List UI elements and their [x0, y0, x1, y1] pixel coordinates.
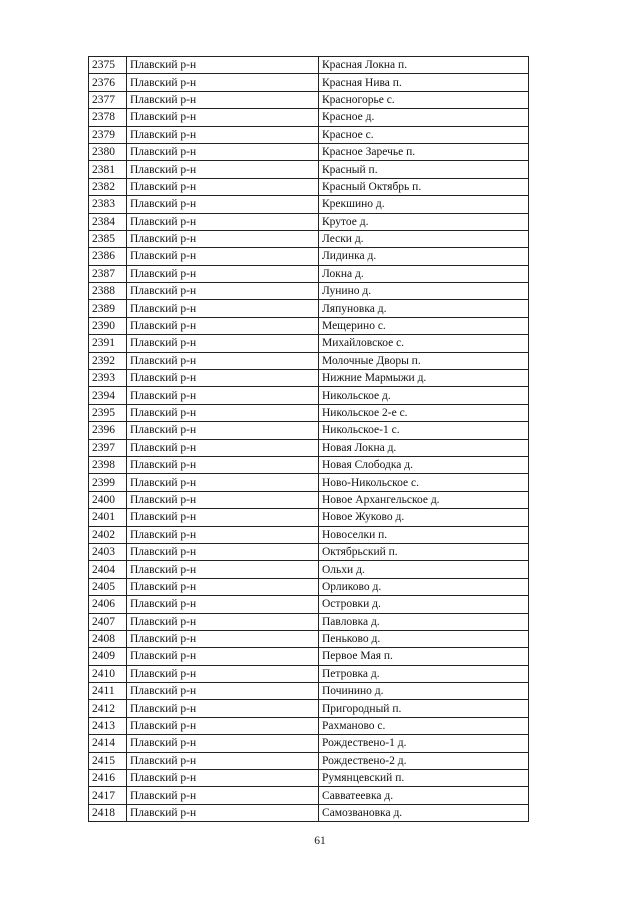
row-number-cell: 2380 [89, 143, 127, 160]
settlement-cell: Красное Заречье п. [319, 143, 529, 160]
row-number-cell: 2375 [89, 57, 127, 74]
district-cell: Плавский р-н [127, 509, 319, 526]
row-number-cell: 2396 [89, 422, 127, 439]
row-number-cell: 2384 [89, 213, 127, 230]
district-cell: Плавский р-н [127, 161, 319, 178]
table-row [89, 300, 529, 317]
row-number-cell: 2405 [89, 578, 127, 595]
settlement-cell: Первое Мая п. [319, 648, 529, 665]
district-cell: Плавский р-н [127, 317, 319, 334]
settlement-cell: Крекшино д. [319, 196, 529, 213]
row-number-cell: 2398 [89, 456, 127, 473]
settlement-cell: Мещерино с. [319, 317, 529, 334]
settlement-cell: Островки д. [319, 596, 529, 613]
row-number-cell: 2376 [89, 74, 127, 91]
settlement-cell: Павловка д. [319, 613, 529, 630]
row-number-cell: 2412 [89, 700, 127, 717]
row-number-cell: 2388 [89, 283, 127, 300]
table-row [89, 630, 529, 647]
page-number: 61 [314, 835, 326, 847]
settlement-cell: Рахманово с. [319, 717, 529, 734]
settlement-cell: Лунино д. [319, 283, 529, 300]
row-number-cell: 2416 [89, 770, 127, 787]
row-number-cell: 2394 [89, 387, 127, 404]
district-cell: Плавский р-н [127, 439, 319, 456]
row-number-cell: 2379 [89, 126, 127, 143]
district-cell: Плавский р-н [127, 787, 319, 804]
settlements-table [88, 56, 529, 822]
district-cell: Плавский р-н [127, 283, 319, 300]
table-row [89, 335, 529, 352]
district-cell: Плавский р-н [127, 422, 319, 439]
district-cell: Плавский р-н [127, 335, 319, 352]
district-cell: Плавский р-н [127, 526, 319, 543]
table-row [89, 561, 529, 578]
district-cell: Плавский р-н [127, 109, 319, 126]
settlement-cell: Красное с. [319, 126, 529, 143]
settlement-cell: Лидинка д. [319, 248, 529, 265]
settlement-cell: Петровка д. [319, 665, 529, 682]
settlement-cell: Октябрьский п. [319, 543, 529, 560]
district-cell: Плавский р-н [127, 300, 319, 317]
settlement-cell: Пеньково д. [319, 630, 529, 647]
row-number-cell: 2378 [89, 109, 127, 126]
settlement-cell: Рождествено-1 д. [319, 735, 529, 752]
district-cell: Плавский р-н [127, 700, 319, 717]
table-row [89, 230, 529, 247]
district-cell: Плавский р-н [127, 387, 319, 404]
table-row [89, 387, 529, 404]
row-number-cell: 2393 [89, 370, 127, 387]
settlement-cell: Никольское 2-е с. [319, 404, 529, 421]
settlement-cell: Новая Слободка д. [319, 456, 529, 473]
row-number-cell: 2406 [89, 596, 127, 613]
table-row [89, 57, 529, 74]
table-row [89, 543, 529, 560]
row-number-cell: 2385 [89, 230, 127, 247]
settlement-cell: Крутое д. [319, 213, 529, 230]
district-cell: Плавский р-н [127, 717, 319, 734]
table-row [89, 370, 529, 387]
row-number-cell: 2411 [89, 683, 127, 700]
table-row [89, 509, 529, 526]
settlement-cell: Молочные Дворы п. [319, 352, 529, 369]
row-number-cell: 2391 [89, 335, 127, 352]
district-cell: Плавский р-н [127, 596, 319, 613]
row-number-cell: 2392 [89, 352, 127, 369]
district-cell: Плавский р-н [127, 648, 319, 665]
table-row [89, 648, 529, 665]
district-cell: Плавский р-н [127, 126, 319, 143]
settlement-cell: Красногорье с. [319, 91, 529, 108]
settlements-table-body [89, 57, 529, 822]
table-row [89, 596, 529, 613]
table-row [89, 752, 529, 769]
district-cell: Плавский р-н [127, 752, 319, 769]
table-row [89, 91, 529, 108]
district-cell: Плавский р-н [127, 143, 319, 160]
settlement-cell: Никольское д. [319, 387, 529, 404]
row-number-cell: 2403 [89, 543, 127, 560]
settlement-cell: Михайловское с. [319, 335, 529, 352]
district-cell: Плавский р-н [127, 352, 319, 369]
row-number-cell: 2399 [89, 474, 127, 491]
table-row [89, 439, 529, 456]
settlement-cell: Лески д. [319, 230, 529, 247]
settlement-cell: Савватеевка д. [319, 787, 529, 804]
table-row [89, 109, 529, 126]
settlement-cell: Рождествено-2 д. [319, 752, 529, 769]
table-row [89, 317, 529, 334]
row-number-cell: 2395 [89, 404, 127, 421]
table-row [89, 491, 529, 508]
row-number-cell: 2387 [89, 265, 127, 282]
settlement-cell: Пригородный п. [319, 700, 529, 717]
settlement-cell: Новое Архангельское д. [319, 491, 529, 508]
table-row [89, 178, 529, 195]
table-row [89, 248, 529, 265]
row-number-cell: 2401 [89, 509, 127, 526]
district-cell: Плавский р-н [127, 474, 319, 491]
row-number-cell: 2382 [89, 178, 127, 195]
row-number-cell: 2413 [89, 717, 127, 734]
district-cell: Плавский р-н [127, 213, 319, 230]
district-cell: Плавский р-н [127, 370, 319, 387]
row-number-cell: 2418 [89, 804, 127, 821]
row-number-cell: 2414 [89, 735, 127, 752]
district-cell: Плавский р-н [127, 91, 319, 108]
district-cell: Плавский р-н [127, 404, 319, 421]
row-number-cell: 2408 [89, 630, 127, 647]
table-row [89, 770, 529, 787]
district-cell: Плавский р-н [127, 543, 319, 560]
row-number-cell: 2400 [89, 491, 127, 508]
settlement-cell: Самозвановка д. [319, 804, 529, 821]
district-cell: Плавский р-н [127, 230, 319, 247]
settlement-cell: Красная Нива п. [319, 74, 529, 91]
row-number-cell: 2410 [89, 665, 127, 682]
district-cell: Плавский р-н [127, 57, 319, 74]
district-cell: Плавский р-н [127, 561, 319, 578]
district-cell: Плавский р-н [127, 578, 319, 595]
table-row [89, 161, 529, 178]
row-number-cell: 2397 [89, 439, 127, 456]
district-cell: Плавский р-н [127, 178, 319, 195]
district-cell: Плавский р-н [127, 613, 319, 630]
table-row [89, 352, 529, 369]
table-row [89, 804, 529, 821]
row-number-cell: 2417 [89, 787, 127, 804]
settlement-cell: Красная Локна п. [319, 57, 529, 74]
table-row [89, 74, 529, 91]
table-row [89, 700, 529, 717]
row-number-cell: 2381 [89, 161, 127, 178]
row-number-cell: 2386 [89, 248, 127, 265]
table-row [89, 613, 529, 630]
settlement-cell: Нижние Мармыжи д. [319, 370, 529, 387]
settlement-cell: Красный Октябрь п. [319, 178, 529, 195]
row-number-cell: 2415 [89, 752, 127, 769]
table-row [89, 735, 529, 752]
settlement-cell: Ляпуновка д. [319, 300, 529, 317]
district-cell: Плавский р-н [127, 196, 319, 213]
row-number-cell: 2389 [89, 300, 127, 317]
settlement-cell: Орликово д. [319, 578, 529, 595]
table-row [89, 265, 529, 282]
table-row [89, 143, 529, 160]
table-row [89, 526, 529, 543]
table-row [89, 578, 529, 595]
district-cell: Плавский р-н [127, 665, 319, 682]
settlement-cell: Локна д. [319, 265, 529, 282]
row-number-cell: 2402 [89, 526, 127, 543]
table-row [89, 422, 529, 439]
table-row [89, 474, 529, 491]
settlement-cell: Новая Локна д. [319, 439, 529, 456]
district-cell: Плавский р-н [127, 248, 319, 265]
row-number-cell: 2409 [89, 648, 127, 665]
row-number-cell: 2377 [89, 91, 127, 108]
district-cell: Плавский р-н [127, 491, 319, 508]
settlement-cell: Ольхи д. [319, 561, 529, 578]
table-row [89, 196, 529, 213]
district-cell: Плавский р-н [127, 630, 319, 647]
settlement-cell: Румянцевский п. [319, 770, 529, 787]
table-row [89, 404, 529, 421]
table-row [89, 456, 529, 473]
district-cell: Плавский р-н [127, 804, 319, 821]
table-row [89, 213, 529, 230]
row-number-cell: 2404 [89, 561, 127, 578]
district-cell: Плавский р-н [127, 456, 319, 473]
settlement-cell: Ново-Никольское с. [319, 474, 529, 491]
district-cell: Плавский р-н [127, 265, 319, 282]
settlement-cell: Починино д. [319, 683, 529, 700]
table-row [89, 717, 529, 734]
settlement-cell: Никольское-1 с. [319, 422, 529, 439]
row-number-cell: 2407 [89, 613, 127, 630]
settlement-cell: Красное д. [319, 109, 529, 126]
row-number-cell: 2383 [89, 196, 127, 213]
row-number-cell: 2390 [89, 317, 127, 334]
settlement-cell: Новое Жуково д. [319, 509, 529, 526]
table-row [89, 787, 529, 804]
table-row [89, 665, 529, 682]
table-row [89, 283, 529, 300]
district-cell: Плавский р-н [127, 770, 319, 787]
table-row [89, 126, 529, 143]
district-cell: Плавский р-н [127, 683, 319, 700]
district-cell: Плавский р-н [127, 74, 319, 91]
table-row [89, 683, 529, 700]
district-cell: Плавский р-н [127, 735, 319, 752]
settlement-cell: Красный п. [319, 161, 529, 178]
settlement-cell: Новоселки п. [319, 526, 529, 543]
